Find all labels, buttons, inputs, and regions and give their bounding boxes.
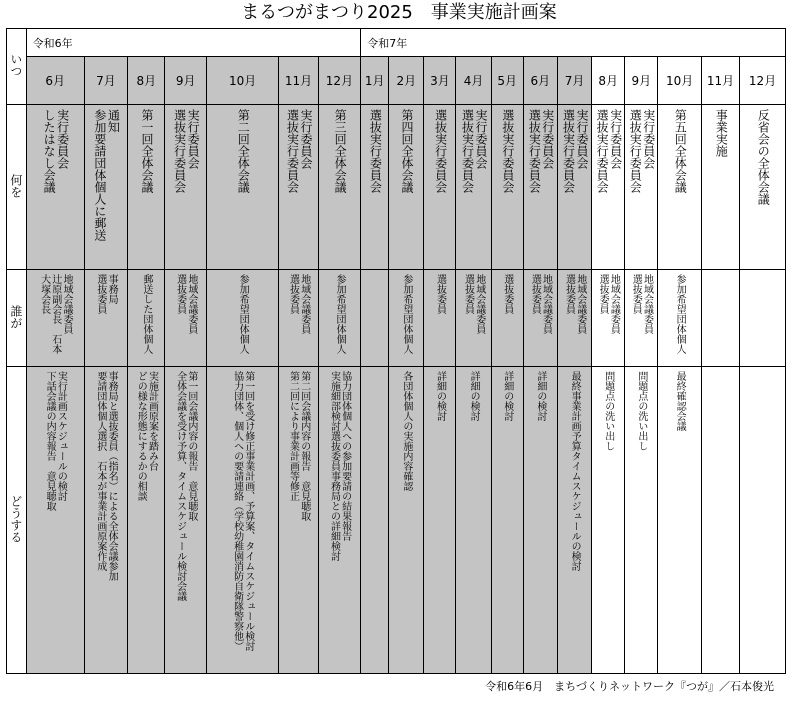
cell-what-text: 選抜実行委員会: [368, 109, 383, 193]
cell-what: [84, 105, 127, 270]
cell-how-text: 最終確認会議: [674, 371, 686, 431]
cell-what-text: 実行委員会 したはなし会議: [42, 109, 70, 193]
cell-who-text: 郵送した団体個人: [140, 274, 152, 354]
cell-who: [84, 270, 127, 367]
cell-what: [740, 105, 786, 270]
row-label-when: いつ: [7, 29, 27, 105]
month-header: 7月: [84, 57, 127, 105]
cell-how: [701, 367, 739, 674]
cell-what: [456, 105, 491, 270]
cell-how-text: 問題点の洗い出し: [635, 371, 647, 451]
cell-what-text: 実行委員会 選抜実行委員会: [172, 109, 201, 193]
cell-how-text: 事務局と選抜委員（指名）による全体会議参加 要請団体個人選択 石本が事業計画原案作成: [94, 371, 118, 581]
cell-who: [318, 270, 361, 367]
cell-how: [557, 367, 591, 674]
footer-credit: 令和6年6月 まちづくりネットワーク『つが』／石本俊光: [485, 680, 774, 693]
cell-how: [279, 367, 318, 674]
month-header: 4月: [456, 57, 491, 105]
cell-how-text: 詳細の検討: [434, 371, 446, 421]
cell-how: [592, 367, 625, 674]
cell-how: [389, 367, 424, 674]
cell-what: [165, 105, 206, 270]
cell-who: [361, 270, 389, 367]
cell-who: [389, 270, 424, 367]
cell-how-text: 最終事業計画予算タイムスケジュールの検討: [569, 371, 581, 571]
cell-how: [424, 367, 456, 674]
cell-what-text: 第二回全体会議: [236, 109, 251, 193]
page-title: まるつがまつり2025 事業実施計画案: [241, 2, 557, 23]
cell-what-text: 選抜実行委員会: [433, 109, 448, 193]
month-header: 9月: [625, 57, 658, 105]
cell-who-text: 選抜委員: [501, 274, 513, 314]
cell-who-text: 地域会議委員 選抜委員: [174, 274, 197, 334]
cell-how: [625, 367, 658, 674]
cell-who: [625, 270, 658, 367]
month-header: 6月: [523, 57, 557, 105]
cell-who: [165, 270, 206, 367]
cell-how-text: 実施計画原案を踏み台 どの様な形態にするかの相談: [135, 371, 158, 501]
month-header: 12月: [318, 57, 361, 105]
cell-how-text: 第二回会議内容の報告 意見聴取 第二回により事業計画等修正: [287, 371, 310, 521]
cell-who: [456, 270, 491, 367]
cell-what-text: 事業実施: [714, 109, 729, 157]
cell-how: [361, 367, 389, 674]
cell-who-text: 地域会議委員 辻原副会長 大塚会長: [38, 274, 72, 334]
cell-how-text: 詳細の検討: [534, 371, 546, 421]
cell-what-text: 第一回全体会議: [140, 109, 154, 193]
cell-what: [361, 105, 389, 270]
month-header: 10月: [206, 57, 278, 105]
cell-how-text: 第一回会議内容の報告 意見聴取 全体会議を受け予算、タイムスケジュール検討会議: [174, 371, 197, 601]
cell-what: [557, 105, 591, 270]
cell-what-text: 通知 参加要請団体個人に郵送: [92, 109, 121, 241]
cell-how-text: 問題点の洗い出し: [602, 371, 614, 451]
month-header: 2月: [389, 57, 424, 105]
cell-who-text: 参加希望団体個人: [400, 274, 412, 354]
cell-who: [206, 270, 278, 367]
cell-who-text: 地域会議委員 選抜委員: [630, 274, 653, 334]
cell-who-text: 参加希望団体個人: [237, 274, 249, 354]
cell-who-text: 参加希望団体個人: [674, 274, 686, 354]
month-header: 12月: [740, 57, 786, 105]
cell-how: [456, 367, 491, 674]
cell-how: [491, 367, 523, 674]
cell-what: [26, 105, 84, 270]
cell-who-text: 参加希望団体個人: [334, 274, 346, 354]
cell-how: [84, 367, 127, 674]
cell-who-text: 地域会議委員 選抜委員: [462, 274, 485, 334]
cell-what-text: 実行委員会 選抜実行委員会: [527, 109, 555, 193]
era-reiwa6: 令和6年: [26, 29, 361, 57]
cell-what-text: 反省会の全体会議: [756, 109, 771, 205]
cell-who: [424, 270, 456, 367]
cell-what-text: 実行委員会 選抜実行委員会: [561, 109, 589, 193]
era-reiwa7: 令和7年: [361, 29, 786, 57]
cell-who: [557, 270, 591, 367]
cell-who-text: 地域会議委員 選抜委員: [529, 274, 552, 334]
cell-how: [26, 367, 84, 674]
month-header: 6月: [26, 57, 84, 105]
cell-how-text: 第一回を受け修正事業計画、予算案、タイムスケジュール検討 協力団体、個人への要請連絡（学校幼稚園消防自衛隊警察他）: [231, 371, 254, 651]
cell-what-text: 実行委員会 選抜実行委員会: [628, 109, 656, 193]
cell-how-text: 協力団体個人への参加要請の結果報告 実施細部検討選抜委員事務局との詳細検討: [328, 371, 351, 561]
cell-who-text: 地域会議委員 選抜委員: [287, 274, 310, 334]
cell-how-text: 詳細の検討: [468, 371, 480, 421]
cell-what: [279, 105, 318, 270]
cell-how-text: 各団体個人の実施内容確認: [400, 371, 412, 491]
month-header: 11月: [701, 57, 739, 105]
cell-who: [592, 270, 625, 367]
row-label-who: 誰が: [7, 270, 27, 367]
cell-who-extra: 石本: [49, 334, 61, 354]
row-label-what: 何を: [7, 105, 27, 270]
cell-what: [128, 105, 165, 270]
cell-what: [424, 105, 456, 270]
cell-who-text: 地域会議委員 選抜委員: [563, 274, 586, 334]
cell-who: [523, 270, 557, 367]
cell-how-text: 実行計画スケジュールの検討 下話会議の内容報告 意見聴取: [44, 371, 67, 511]
cell-how: [318, 367, 361, 674]
cell-who-text: 選抜委員: [434, 274, 446, 314]
cell-what: [491, 105, 523, 270]
cell-what-text: 第四回全体会議: [399, 109, 414, 193]
cell-how: [658, 367, 701, 674]
month-header: 8月: [128, 57, 165, 105]
cell-what: [206, 105, 278, 270]
cell-what: [658, 105, 701, 270]
cell-who-text: 事務局 選抜委員: [94, 274, 118, 314]
cell-who: [701, 270, 739, 367]
cell-what-text: 第五回全体会議: [673, 109, 688, 193]
cell-what: [701, 105, 739, 270]
cell-what-text: 第三回全体会議: [333, 109, 348, 193]
month-header: 8月: [592, 57, 625, 105]
month-header: 5月: [491, 57, 523, 105]
cell-who: [279, 270, 318, 367]
month-header: 11月: [279, 57, 318, 105]
cell-how: [206, 367, 278, 674]
month-header: 7月: [557, 57, 591, 105]
cell-who: [658, 270, 701, 367]
cell-how-text: 詳細の検討: [501, 371, 513, 421]
month-header: 1月: [361, 57, 389, 105]
month-header: 9月: [165, 57, 206, 105]
cell-what-text: 実行委員会 選抜実行委員会: [460, 109, 488, 193]
cell-how: [523, 367, 557, 674]
row-label-how: どうする: [7, 367, 27, 674]
cell-who: [128, 270, 165, 367]
cell-what: [523, 105, 557, 270]
cell-how: [740, 367, 786, 674]
cell-what: [318, 105, 361, 270]
cell-what: [592, 105, 625, 270]
month-header: 3月: [424, 57, 456, 105]
cell-what: [625, 105, 658, 270]
cell-who: [491, 270, 523, 367]
cell-who: [26, 270, 84, 367]
cell-how: [128, 367, 165, 674]
cell-what-text: 実行委員会 選抜実行委員会: [595, 109, 623, 193]
schedule-table: [6, 28, 786, 674]
cell-what-text: 選抜実行委員会: [500, 109, 515, 193]
cell-how: [165, 367, 206, 674]
cell-who-text: 地域会議委員 選抜委員: [597, 274, 620, 334]
month-header: 10月: [658, 57, 701, 105]
cell-what-text: 実行委員会 選抜実行委員会: [285, 109, 313, 193]
cell-who: [740, 270, 786, 367]
cell-what: [389, 105, 424, 270]
